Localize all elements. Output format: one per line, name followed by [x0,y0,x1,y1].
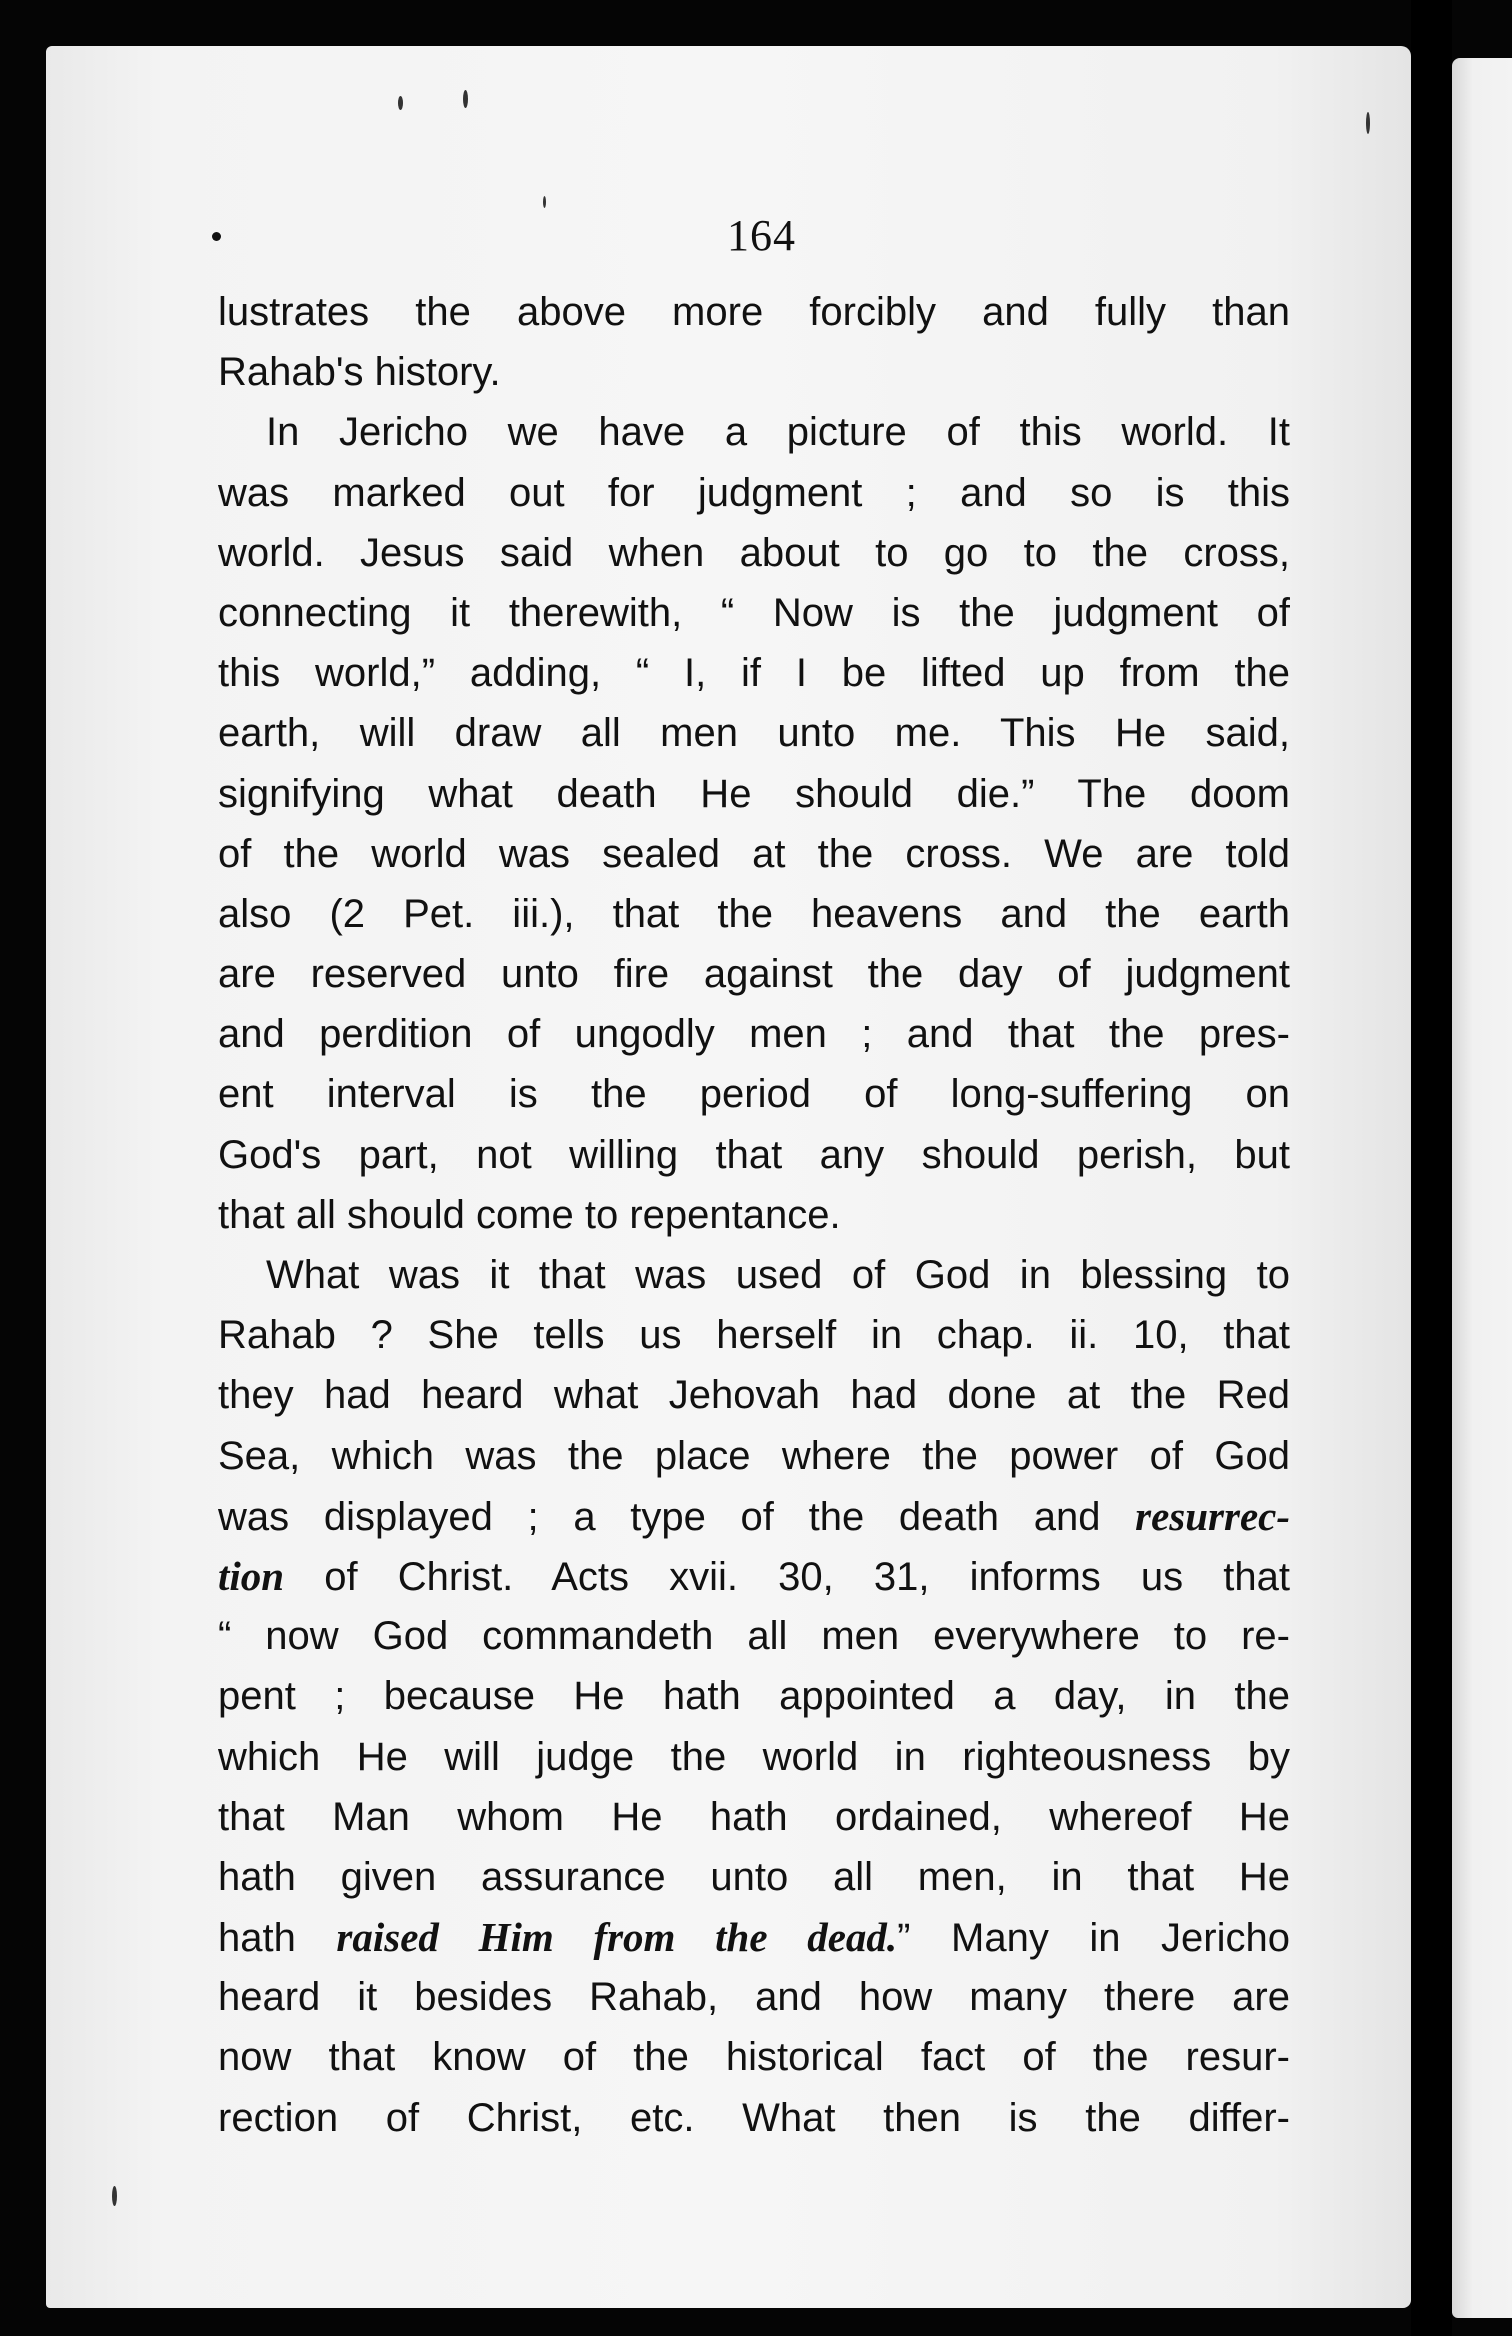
text-line: earth, will draw all men unto me. This He said, [218,711,1290,756]
text-line: world. Jesus said when about to go to the cross, [218,530,1290,575]
text-line: also (2 Pet. iii.), that the heavens and the earth [218,891,1290,936]
emphasis-raised-him: raised Him from the dead. [336,1914,898,1961]
emphasis-tion: tion [218,1552,285,1599]
text-line: God's part, not willing that any should perish, but [218,1132,1290,1177]
text-line: connecting it therewith, “ Now is the judgment of [218,590,1290,635]
text-line: that Man whom He hath ordained, whereof He [218,1794,1290,1839]
text-line: which He will judge the world in righteousness by [218,1734,1290,1779]
page-gutter [1411,0,1452,2336]
text-line: Rahab's history. [218,350,501,395]
scan-speck [398,96,403,110]
page-number: 164 [727,211,796,260]
text-line: ent interval is the period of long-suffering on [218,1072,1290,1117]
text-line: heard it besides Rahab, and how many there are [218,1975,1290,2020]
text-line: In Jericho we have a picture of this world. It [266,410,1290,455]
text-segment: hath [218,1916,337,1961]
body-text [218,282,1290,2148]
text-line: signifying what death He should die.” The doom [218,771,1290,816]
text-segment: was displayed ; a type of the death and [218,1494,1136,1539]
text-line: now that know of the historical fact of the resur- [218,2035,1290,2080]
text-line: “ now God commandeth all men everywhere to re- [218,1614,1290,1659]
text-line: rection of Christ, etc. What then is the differ- [218,2095,1290,2140]
text-segment: of Christ. Acts xvii. 30, 31, informs us that [324,1554,1290,1599]
text-line: was marked out for judgment ; and so is this [218,470,1290,515]
scan-speck [463,90,468,108]
margin-dot [212,232,221,241]
text-line-with-emphasis [218,1907,1290,1967]
text-line: What was it that was used of God in blessing to [266,1253,1290,1297]
text-line: of the world was sealed at the cross. We are told [218,831,1290,876]
text-line: and perdition of ungodly men ; and that the pres- [218,1012,1290,1057]
text-line: Rahab ? She tells us herself in chap. ii. 10, that [218,1313,1290,1358]
text-line: hath given assurance unto all men, in that He [218,1854,1290,1899]
scan-speck [1366,112,1370,134]
facing-page-edge [1452,58,1512,2318]
text-line: that all should come to repentance. [218,1192,841,1237]
text-line: pent ; because He hath appointed a day, in the [218,1674,1290,1719]
scan-speck [112,2186,117,2206]
scan-speck [543,196,546,208]
text-line: lustrates the above more forcibly and fully than [218,290,1290,334]
text-line: are reserved unto fire against the day of judgment [218,952,1290,997]
text-line: this world,” adding, “ I, if I be lifted up from the [218,651,1290,696]
text-line-with-emphasis [218,1546,1290,1606]
emphasis-resurrec: resurrec- [1135,1492,1290,1539]
text-line: they had heard what Jehovah had done at the Red [218,1373,1290,1418]
text-line-with-emphasis [218,1486,1290,1546]
text-segment: ” Many in Jericho [897,1916,1290,1961]
text-line: Sea, which was the place where the power of God [218,1433,1290,1478]
